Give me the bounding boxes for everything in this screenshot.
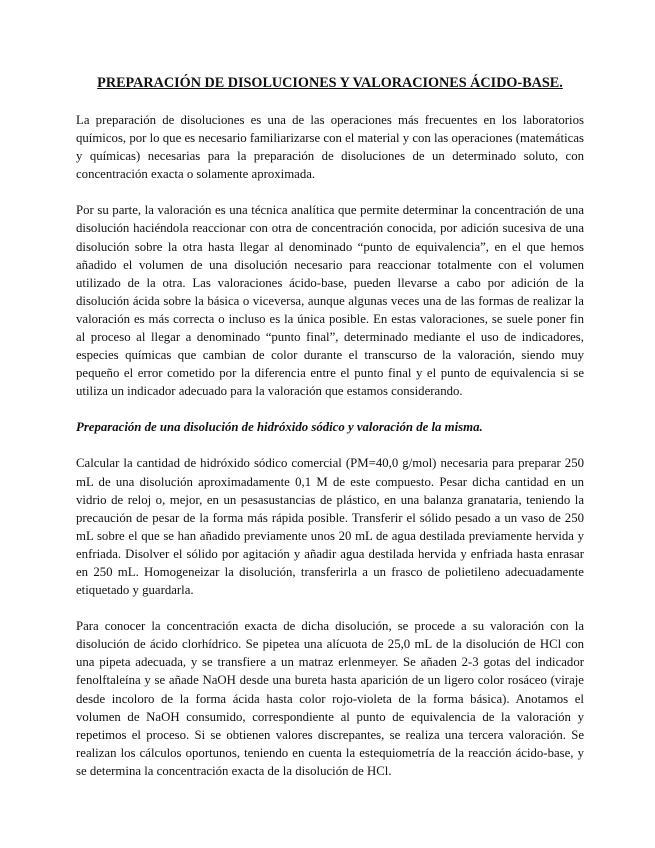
document-title: PREPARACIÓN DE DISOLUCIONES Y VALORACIONES ÁCIDO-BASE.: [97, 75, 563, 91]
titration-paragraph: Por su parte, la valoración es una técnica analítica que permite determinar la concentración de una disolución haciéndola reaccionar con otra de concentración conocida, por adición sucesiva de una disolución sobre la otra hasta llegar al denominado “punto de equivalencia”, en el que hemos añadido el volumen de una disolución necesario para reaccionar totalmente con el volumen utilizado de la otra. Las valoraciones ácido-base, pueden llevarse a cabo por adición de la disolución ácida sobre la básica o viceversa, aunque algunas veces una de las formas de realizar la valoración es más correcta o incluso es la única posible. En estas valoraciones, se suele poner fin al proceso al llegar a denominado “punto final”, determinado mediante el uso de indicadores, especies químicas que cambian de color durante el transcurso de la valoración, siendo muy pequeño el error cometido por la diferencia entre el punto final y el punto de equivalencia si se utiliza un indicador adecuado para la valoración que estamos considerando.: [76, 203, 584, 399]
valuation-paragraph: Para conocer la concentración exacta de dicha disolución, se procede a su valoración con la disolución de ácido clorhídrico. Se pipetea una alícuota de 25,0 mL de la disolución de HCl con una pipeta adecuada, y se transfiere a un matraz erlenmeyer. Se añaden 2-3 gotas del indicador fenolftaleína y se añade NaOH desde una bureta hasta aparición de un ligero color rosáceo (viraje desde incoloro de la forma ácida hasta color rojo-violeta de la forma básica). Anotamos el volumen de NaOH consumido, correspondiente al punto de equivalencia de la valoración y repetimos el proceso. Si se obtienen valores discrepantes, se realiza una tercera valoración. Se realizan los cálculos oportunos, teniendo en cuenta la estequiometría de la reacción ácido-base, y se determina la concentración exacta de la disolución de HCl.: [76, 619, 584, 778]
document-page: [76, 74, 584, 798]
intro-paragraph: La preparación de disoluciones es una de las operaciones más frecuentes en los laboratorios químicos, por lo que es necesario familiarizarse con el material y con las operaciones (matemáticas y químicas) necesarias para la preparación de disoluciones de un determinado soluto, con concentración exacta o solamente aproximada.: [76, 113, 584, 182]
procedure-paragraph: Calcular la cantidad de hidróxido sódico comercial (PM=40,0 g/mol) necesaria para preparar 250 mL de una disolución aproximadamente 0,1 M de este compuesto. Pesar dicha cantidad en un vidrio de reloj o, mejor, en un pesasustancias de plástico, en una balanza granataria, teniendo la precaución de pesar de la forma más rápida posible. Transferir el sólido pesado a un vaso de 250 mL sobre el que se han añadido previamente unos 20 mL de agua destilada previamente hervida y enfriada. Disolver el sólido por agitación y añadir agua destilada hervida y enfriada hasta enrasar en 250 mL. Homogeneizar la disolución, transferirla a un frasco de polietileno adecuadamente etiquetado y guardarla.: [76, 456, 584, 598]
section-heading: Preparación de una disolución de hidróxido sódico y valoración de la misma.: [76, 420, 483, 435]
